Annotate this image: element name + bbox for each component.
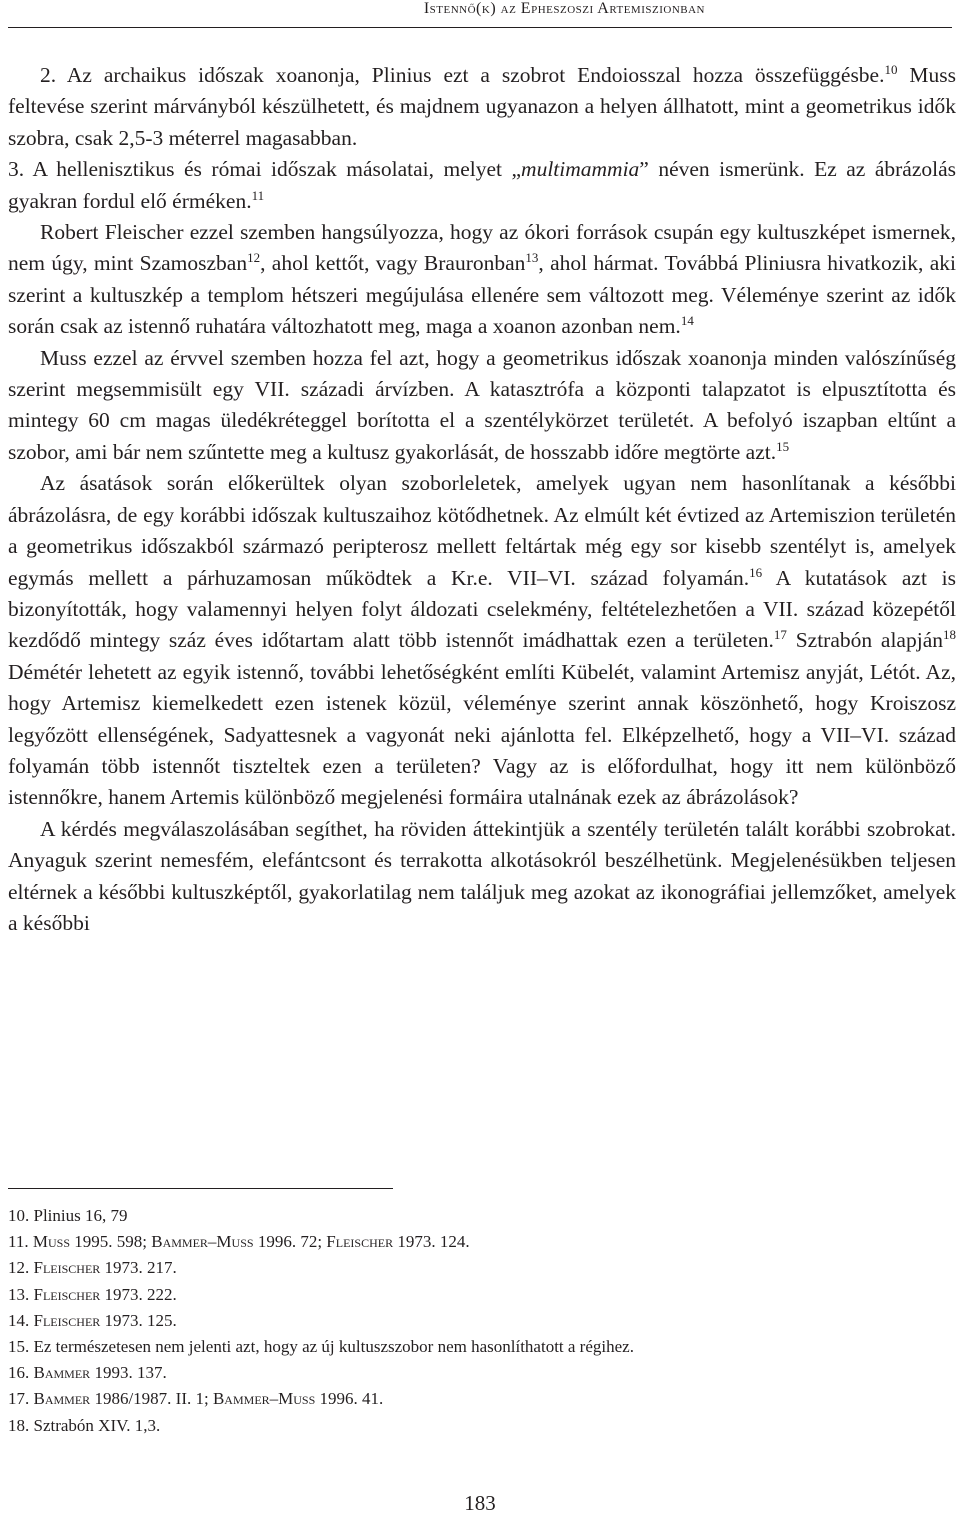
body-text [8, 60, 956, 939]
paragraph [8, 60, 956, 217]
author-name: Fleischer [33, 1258, 101, 1278]
footnote [8, 1282, 634, 1308]
text-run: 1996. 72; [253, 1232, 327, 1252]
text-run: 1993. 137. [90, 1363, 167, 1383]
text-run: , ahol hármat. Továbbá Pliniusra hivatkozik, aki szerint a kultuszkép a templom hétszeri megújulása ellenére sem változott meg. Véleménye szerint az idők során csak az istennő ruhatára változhatott meg, maga a xoanon azonban nem. [8, 251, 956, 339]
footnote-ref: 13 [525, 250, 539, 266]
footnote [8, 1360, 634, 1386]
footnote-separator [8, 1188, 393, 1189]
text-run: 1995. 598; [70, 1232, 152, 1252]
text-run: Muss ezzel az érvvel szemben hozza fel azt, hogy a geometrikus időszak xoanonja minden valószínűség szerint megsemmisült egy VII. századi árvízben. A katasztrófa a központi talapzatot is elpusztította és mintegy 60 cm magas üledékréteggel borította el a szentélykörzet területét. A befolyó iszapban eltűnt a szobor, ami bár nem szűntette meg a kultusz gyakorlását, de hosszabb időre megtörte azt. [8, 345, 956, 464]
footnote [8, 1386, 634, 1412]
page-number: 183 [464, 1491, 496, 1515]
author-name: Bammer [33, 1389, 91, 1409]
footnote [8, 1334, 634, 1360]
footnote-ref: 14 [680, 313, 694, 329]
author-name: Bammer–Muss [151, 1232, 254, 1252]
footnote [8, 1203, 634, 1229]
text-run: 14. [8, 1310, 34, 1330]
text-run: 1973. 125. [100, 1310, 177, 1330]
footnote [8, 1255, 634, 1281]
footnote-ref: 11 [251, 187, 265, 203]
author-name: Fleischer [326, 1232, 394, 1252]
footnote [8, 1413, 634, 1439]
text-run: Muss feltevése szerint márványból készülhetett, és majdnem ugyanazon a helyen állhatott, mint a geometrikus idők szobra, csak 2,5-3 méterrel magasabban. [8, 63, 956, 150]
text-run: 17. [8, 1389, 34, 1409]
text-run: 1973. 222. [100, 1284, 177, 1304]
text-run: Robert Fleischer ezzel szemben hangsúlyozza, hogy az ókori források csupán egy kultuszképet ismernek, nem úgy, mint Szamoszban [8, 220, 956, 276]
text-run: 1986/1987. II. 1; [90, 1389, 213, 1409]
text-run: 11. [8, 1232, 33, 1252]
footnote [8, 1229, 634, 1255]
paragraph [8, 468, 956, 813]
text-run: 18. Sztrabón XIV. 1,3. [8, 1415, 161, 1435]
text-run: 13. [8, 1284, 34, 1304]
author-name: Fleischer [33, 1284, 101, 1304]
footnote-ref: 10 [884, 62, 898, 77]
text-run: ” néven ismerünk. Ez az ábrázolás gyakran fordul elő érméken. [8, 157, 956, 213]
text-run: 10. Plinius 16, 79 [8, 1206, 128, 1225]
footnote-ref: 17 [773, 627, 787, 643]
text-run: , ahol kettőt, vagy Brauronban [260, 251, 526, 276]
author-name: Bammer–Muss [212, 1389, 316, 1409]
text-run: 1996. 41. [315, 1389, 384, 1409]
paragraph [8, 814, 956, 940]
footnote-ref: 18 [942, 627, 956, 643]
text-run: Az ásatások során előkerültek olyan szoborleletek, amelyek ugyan nem hasonlítanak a későbbi ábrázolásra, de egy korábbi időszak kultuszaihoz kötődhetnek. Az elmúlt két évtized az Artemiszion területén a geometrikus időszakból származó peripterosz mellett feltártak még egy sor kisebb szentélyt is, amelyek egymás mellett a párhuzamosan működtek a Kr.e. VII–VI. század folyamán. [8, 471, 956, 590]
author-name: Bammer [33, 1363, 91, 1383]
footnotes [8, 1203, 634, 1439]
paragraph [8, 343, 956, 469]
text-run: 1973. 217. [100, 1258, 177, 1278]
text-run: Démétér lehetett az egyik istennő, további lehetőségként említi Kübelét, valamint Artemisz anyját, Létót. Az, hogy Artemisz kiemelkedett ezen istenek közül, véleménye szerint annak köszönhető, hogy Kroiszosz legyőzött ellenségének, Sadyattesnek a vagyonát neki ajánlotta fel. Elképzelhető, hogy a VII–VI. század folyamán több istennőt tiszteltek ezen a területen? Vagy az is előfordulhat, hogy itt nem különböző istennőkre, hanem Artemis különböző megjelenési formáira utalnának ezek az ábrázolások? [8, 659, 956, 810]
footnote-ref: 15 [776, 438, 790, 454]
running-head-title: Istennő(k) az Epheszoszi Artemiszionban [423, 0, 705, 17]
footnote [8, 1308, 634, 1334]
text-run: 1973. 124. [393, 1232, 470, 1252]
text-run: 3. A hellenisztikus és római időszak másolatai, melyet „ [8, 157, 522, 182]
italic-term: multimammia [521, 157, 640, 182]
paragraph [8, 217, 956, 343]
header-rule [8, 27, 952, 28]
running-head [0, 0, 960, 22]
text-run: 12. [8, 1258, 34, 1278]
footnote-ref: 16 [749, 564, 763, 580]
text-run: 2. Az archaikus időszak xoanonja, Plinius ezt a szobrot Endoiosszal hozza összefüggésbe. [40, 63, 885, 87]
text-run: Sztrabón alapján [786, 628, 943, 653]
text-run: 16. [8, 1363, 34, 1383]
footnote-ref: 12 [247, 250, 261, 266]
text-run: A kutatások azt is bizonyították, hogy valamennyi helyen folyt áldozati cselekmény, feltételezhetően a VII. század közepétől kezdődő mintegy száz éves időtartam alatt több istennőt imádhattak ezen a területen. [8, 565, 957, 653]
author-name: Muss [32, 1232, 71, 1252]
text-run: A kérdés megválaszolásában segíthet, ha röviden áttekintjük a szentély területén talált korábbi szobrokat. Anyaguk szerint nemesfém, elefántcsont és terrakotta alkotásokról beszélhetünk. Megjelenésükben teljesen eltérnek a későbbi kultuszképtől, gyakorlatilag nem találjuk meg azokat az ikonográfiai jellemzőket, amelyek a későbbi [8, 816, 956, 935]
author-name: Fleischer [33, 1310, 101, 1330]
text-run: 15. Ez természetesen nem jelenti azt, hogy az új kultuszszobor nem hasonlíthatott a régihez. [8, 1337, 634, 1357]
